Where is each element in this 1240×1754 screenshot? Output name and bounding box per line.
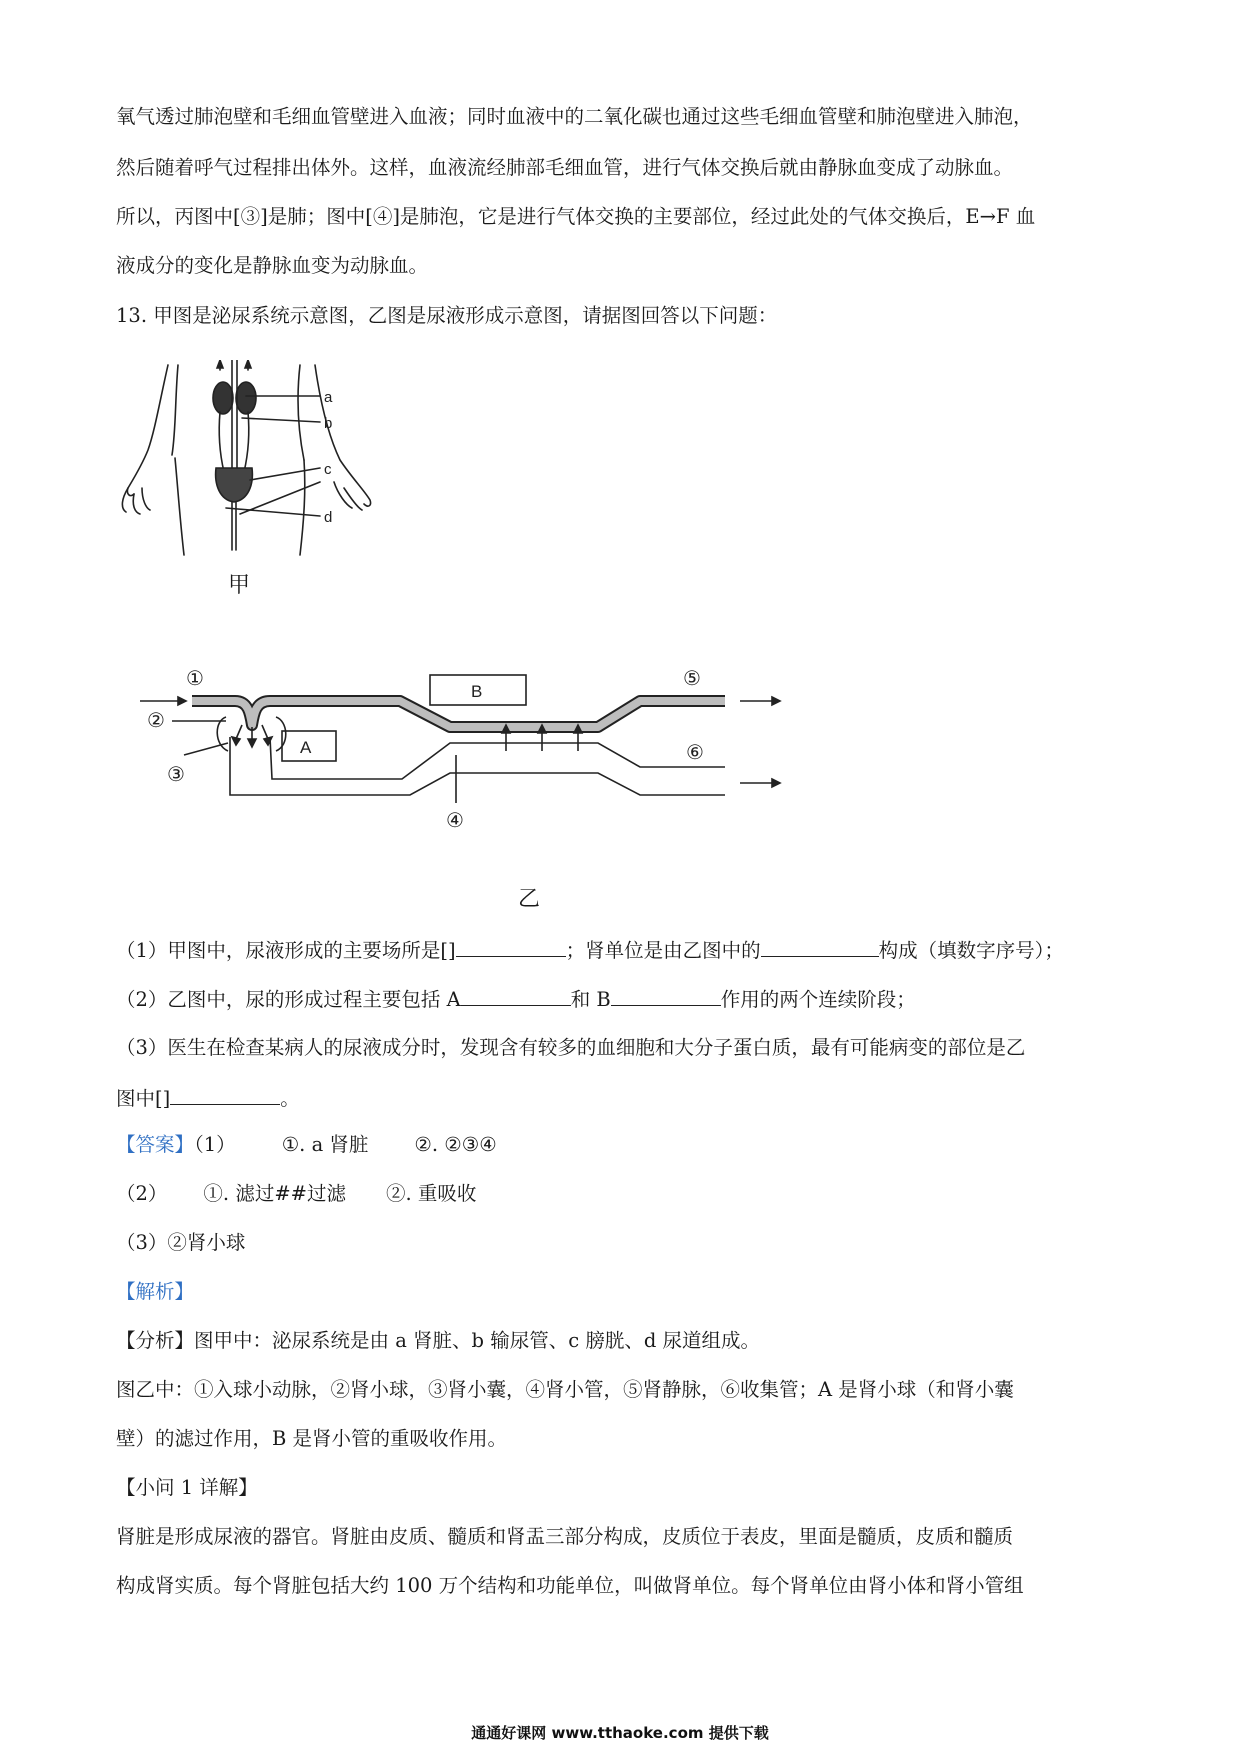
sub-question-2 xyxy=(116,987,1136,1012)
fig-yi-label-B: B xyxy=(471,682,483,701)
sub-question-1-part1: （1）甲图中，尿液形成的主要场所是[] xyxy=(116,939,456,962)
fig-jia-label-c: c xyxy=(324,461,332,478)
analysis-detail-line-1: 肾脏是形成尿液的器官。肾脏由皮质、髓质和肾盂三部分构成，皮质位于表皮，里面是髓质，皮质和髓质 xyxy=(116,1525,1014,1548)
fig-jia-label-a: a xyxy=(324,389,333,406)
page-footer: 通通好课网 www.tthaoke.com 提供下载 xyxy=(471,1724,769,1742)
answer-blank xyxy=(170,1086,280,1105)
answer-blank xyxy=(461,987,571,1006)
figure-yi-caption: 乙 xyxy=(518,887,541,912)
answer-blank xyxy=(611,987,721,1006)
answer-blank xyxy=(761,938,879,957)
fig-jia-label-d: d xyxy=(324,509,333,526)
sub-question-3-line-2 xyxy=(116,1086,1136,1111)
answer-1-part2: ②. ②③④ xyxy=(414,1133,497,1156)
sub-question-1-part3: 构成（填数字序号）； xyxy=(878,939,1064,962)
fig-yi-label-A: A xyxy=(300,738,312,757)
answer-blank xyxy=(456,938,566,957)
fig-jia-label-b: b xyxy=(324,415,333,432)
answer-2-part2: ②. 重吸收 xyxy=(386,1182,477,1205)
fig-yi-label-1: ① xyxy=(186,668,204,690)
fig-yi-label-3: ③ xyxy=(167,764,185,786)
answer-line-3: （3）②肾小球 xyxy=(116,1231,246,1254)
fig-yi-label-2: ② xyxy=(147,710,165,732)
answer-line-2 xyxy=(116,1182,1136,1206)
prev-explanation-line-1: 氧气透过肺泡壁和毛细血管壁进入血液；同时血液中的二氧化碳也通过这些毛细血管壁和肺泡壁进入肺泡， xyxy=(116,105,1033,128)
figure-yi-nephron xyxy=(130,655,810,840)
analysis-fenxi: 【分析】图甲中：泌尿系统是由 a 肾脏、b 输尿管、c 膀胱、d 尿道组成。 xyxy=(116,1329,761,1352)
figure-jia-urinary-system xyxy=(120,360,410,560)
answer-tag: 【答案】 xyxy=(116,1133,195,1156)
analysis-tag: 【解析】 xyxy=(116,1280,195,1303)
answer-2-part1: ①. 滤过##过滤 xyxy=(203,1182,346,1205)
sub-question-3-part1: 图中[] xyxy=(116,1087,171,1110)
fig-yi-label-6: ⑥ xyxy=(686,742,704,764)
answer-1-number: （1） xyxy=(194,1133,236,1156)
sub-question-3-part2: 。 xyxy=(280,1087,300,1110)
analysis-q1-heading: 【小问 1 详解】 xyxy=(116,1476,258,1499)
prev-explanation-line-3: 所以，丙图中[③]是肺；图中[④]是肺泡，它是进行气体交换的主要部位，经过此处的气体交换后，E→F 血 xyxy=(116,205,1036,228)
sub-question-2-part1: （2）乙图中，尿的形成过程主要包括 A xyxy=(116,988,461,1011)
analysis-fig-yi-line-1: 图乙中：①入球小动脉，②肾小球，③肾小囊，④肾小管，⑤肾静脉，⑥收集管；A 是肾小球（和肾小囊 xyxy=(116,1378,1014,1401)
fig-yi-label-4: ④ xyxy=(446,810,464,832)
prev-explanation-line-2: 然后随着呼气过程排出体外。这样，血液流经肺部毛细血管，进行气体交换后就由静脉血变成了动脉血。 xyxy=(116,156,1014,179)
answer-2-number: （2） xyxy=(116,1182,168,1205)
prev-explanation-line-4: 液成分的变化是静脉血变为动脉血。 xyxy=(116,254,429,277)
answer-1-part1: ①. a 肾脏 xyxy=(281,1133,369,1156)
question-13-stem: 13. 甲图是泌尿系统示意图，乙图是尿液形成示意图，请据图回答以下问题： xyxy=(116,304,778,327)
fig-yi-label-5: ⑤ xyxy=(683,668,701,690)
analysis-detail-line-2: 构成肾实质。每个肾脏包括大约 100 万个结构和功能单位，叫做肾单位。每个肾单位由肾小体和肾小管组 xyxy=(116,1574,1024,1597)
analysis-fig-yi-line-2: 壁）的滤过作用，B 是肾小管的重吸收作用。 xyxy=(116,1427,508,1450)
sub-question-1 xyxy=(116,938,1136,963)
answer-line-1 xyxy=(116,1133,1136,1157)
sub-question-2-part2: 和 B xyxy=(570,988,611,1011)
figure-jia-caption: 甲 xyxy=(228,573,251,598)
sub-question-2-part3: 作用的两个连续阶段； xyxy=(720,988,916,1011)
sub-question-3-line-1: （3）医生在检查某病人的尿液成分时，发现含有较多的血细胞和大分子蛋白质，最有可能病变的部位是乙 xyxy=(116,1036,1026,1059)
sub-question-1-part2: ；肾单位是由乙图中的 xyxy=(565,939,761,962)
